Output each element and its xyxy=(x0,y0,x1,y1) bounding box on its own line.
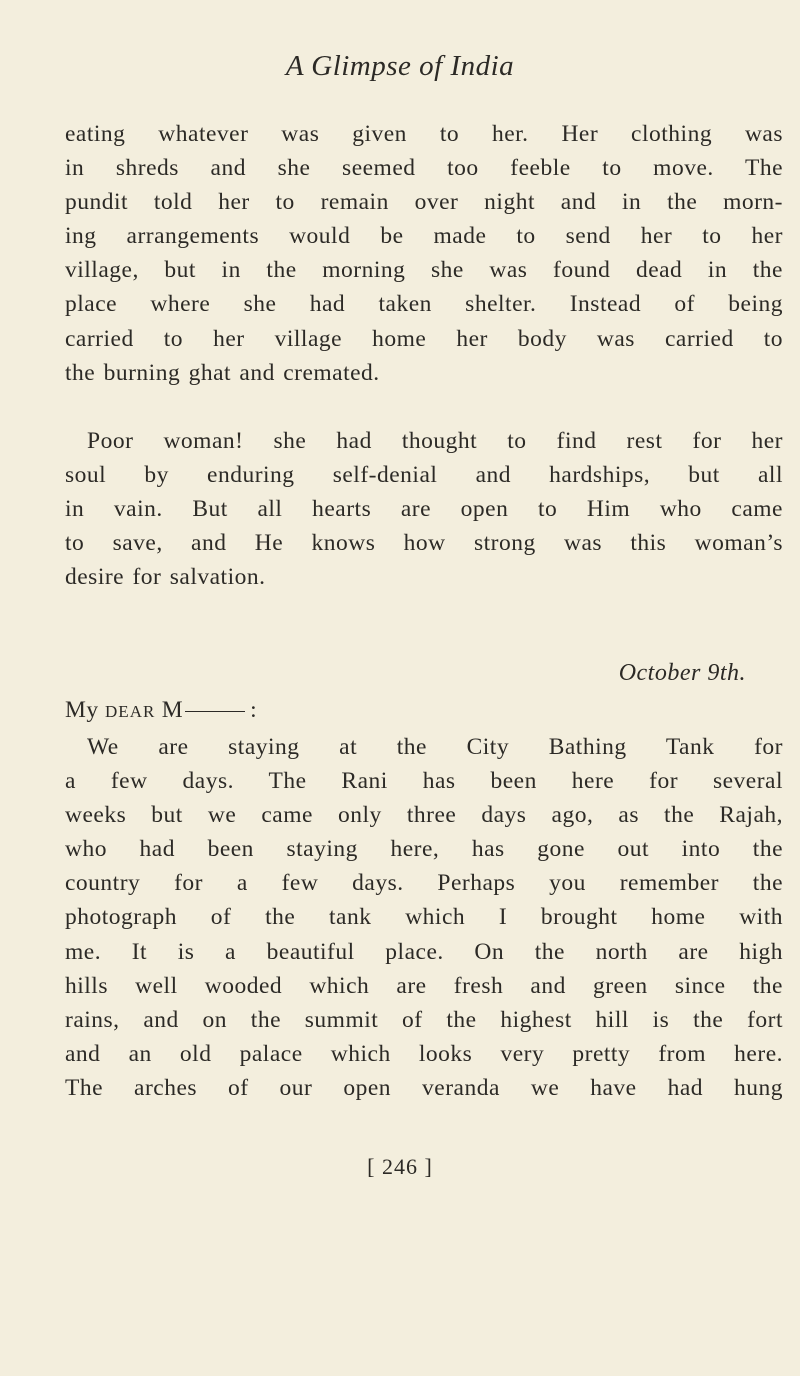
text-line: ing arrangements would be made to send her to her xyxy=(65,223,783,250)
text-line: village, but in the morning she was found dead in the xyxy=(65,257,783,284)
salutation-initial: M xyxy=(161,697,184,723)
salutation-colon: : xyxy=(250,697,258,723)
text-line: me. It is a beautiful place. On the north are high xyxy=(65,938,783,965)
text-line: in vain. But all hearts are open to Him who came xyxy=(65,496,783,523)
text-line: hills well wooded which are fresh and green since the xyxy=(65,972,783,999)
text-line: rains, and on the summit of the highest hill is the fort xyxy=(65,1006,783,1033)
text-line: Poor woman! she had thought to find rest for her xyxy=(87,428,783,454)
paragraph-1 xyxy=(65,117,783,390)
text-line: who had been staying here, has gone out into the xyxy=(65,836,783,863)
text-line: weeks but we came only three days ago, as the Rajah, xyxy=(65,802,783,829)
text-line: We are staying at the City Bathing Tank for xyxy=(87,734,783,760)
salutation-dash xyxy=(185,711,245,712)
letter-dateline: October 9th. xyxy=(618,660,746,686)
running-head: A Glimpse of India xyxy=(285,50,515,82)
salutation-my: My xyxy=(65,697,99,723)
text-line: soul by enduring self-denial and hardships, but all xyxy=(65,462,783,489)
text-line: carried to her village home her body was carried to xyxy=(65,325,783,352)
salutation-dear: DEAR xyxy=(105,702,156,721)
text-line: desire for salvation. xyxy=(65,564,266,591)
text-line: to save, and He knows how strong was this woman’s xyxy=(65,530,783,557)
text-line: and an old palace which looks very pretty from here. xyxy=(65,1040,783,1067)
text-line: The arches of our open veranda we have had hung xyxy=(65,1074,783,1101)
text-line: photograph of the tank which I brought home with xyxy=(65,904,783,931)
paragraph-2 xyxy=(65,424,783,594)
paragraph-3 xyxy=(65,730,783,1105)
text-line: the burning ghat and cremated. xyxy=(65,359,380,386)
text-line: pundit told her to remain over night and in the morn- xyxy=(65,189,783,216)
text-line: eating whatever was given to her. Her clothing was xyxy=(65,121,783,147)
text-line: a few days. The Rani has been here for several xyxy=(65,768,783,795)
letter-salutation xyxy=(65,697,257,724)
page-number: [ 246 ] xyxy=(367,1154,433,1179)
text-line: country for a few days. Perhaps you remember the xyxy=(65,870,783,897)
text-line: place where she had taken shelter. Instead of being xyxy=(65,291,783,318)
text-line: in shreds and she seemed too feeble to move. The xyxy=(65,155,783,182)
